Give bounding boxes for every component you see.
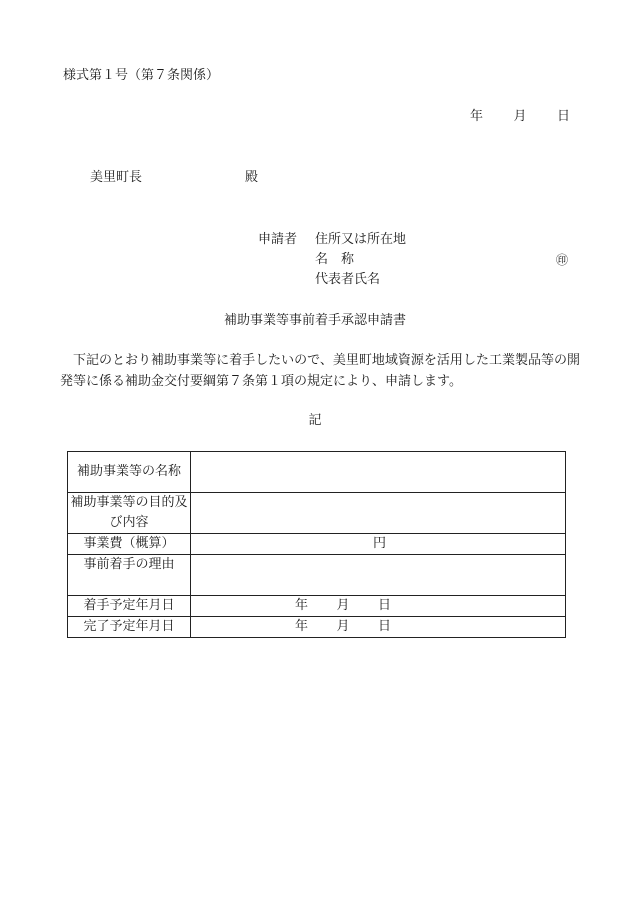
row-label-cost: 事業費（概算） — [68, 534, 191, 555]
applicant-name-label: 名 称 — [315, 252, 355, 267]
table-row — [68, 555, 566, 596]
table-row — [68, 452, 566, 493]
addressee-honorific: 殿 — [245, 170, 259, 185]
addressee-name: 美里町長 — [90, 170, 143, 185]
applicant-address-label: 住所又は所在地 — [315, 232, 407, 247]
row-label-start-date: 着手予定年月日 — [68, 596, 191, 617]
submission-date — [470, 109, 570, 125]
row-label-purpose: 補助事業等の目的及び内容 — [68, 493, 191, 534]
end-year: 年 — [295, 619, 309, 634]
document-title: 補助事業等事前着手承認申請書 — [223, 313, 406, 328]
row-value-end-date[interactable] — [191, 617, 566, 638]
date-month: 月 — [513, 109, 527, 124]
ki-heading: 記 — [308, 413, 322, 428]
row-value-reason[interactable] — [191, 555, 566, 596]
yen-unit: 円 — [373, 536, 387, 551]
row-value-start-date[interactable] — [191, 596, 566, 617]
table-row — [68, 596, 566, 617]
row-label-reason: 事前着手の理由 — [68, 555, 191, 596]
start-year: 年 — [295, 598, 309, 613]
seal-mark: ㊞ — [556, 253, 569, 267]
table-row — [68, 493, 566, 534]
date-day: 日 — [556, 109, 570, 124]
row-value-project-name[interactable] — [191, 452, 566, 493]
row-value-purpose[interactable] — [191, 493, 566, 534]
table-row — [68, 617, 566, 638]
applicant-representative-label: 代表者氏名 — [315, 272, 381, 287]
form-number: 様式第１号（第７条関係） — [63, 68, 220, 83]
row-label-end-date: 完了予定年月日 — [68, 617, 191, 638]
row-label-project-name: 補助事業等の名称 — [68, 452, 191, 493]
date-year: 年 — [470, 109, 484, 124]
start-day: 日 — [377, 598, 391, 613]
application-table — [67, 451, 566, 638]
row-value-cost[interactable] — [191, 534, 566, 555]
end-day: 日 — [377, 619, 391, 634]
end-month: 月 — [336, 619, 350, 634]
body-text: 下記のとおり補助事業等に着手したいので、美里町地域資源を活用した工業製品等の開発等に係る補助金交付要綱第７条第１項の規定により、申請します。 — [60, 353, 580, 389]
start-month: 月 — [336, 598, 350, 613]
table-row — [68, 534, 566, 555]
applicant-label: 申請者 — [258, 232, 298, 247]
